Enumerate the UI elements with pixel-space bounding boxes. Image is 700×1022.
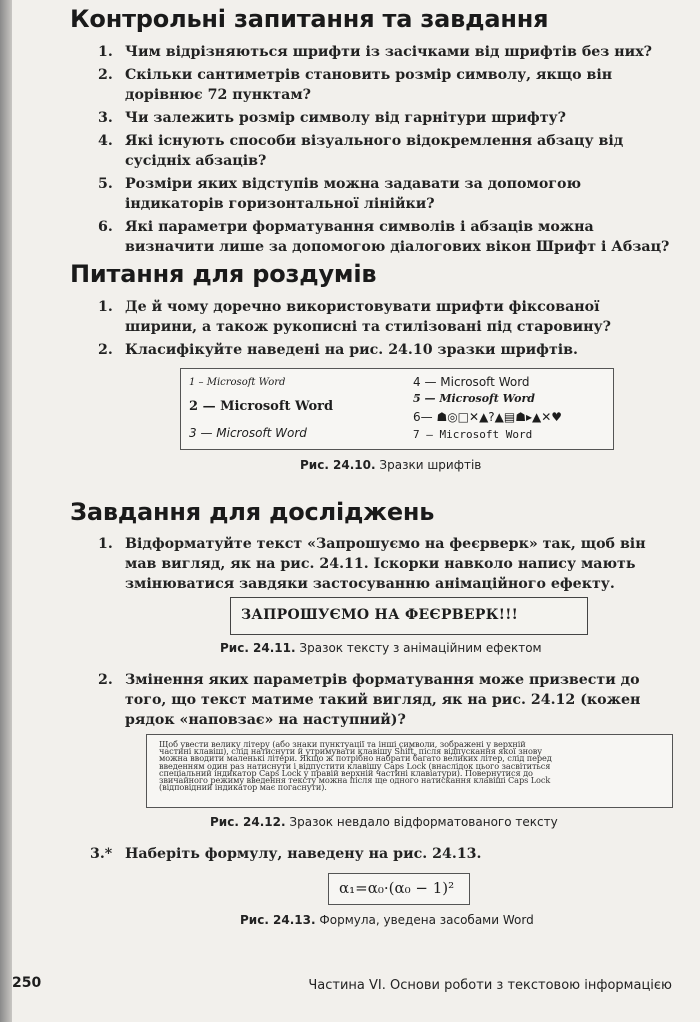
font-sample: 6— ☗◎□✕▲?▲▤☗▸▲✕♥ [413, 410, 563, 424]
list-item: 2. Скільки сантиметрів становить розмір символу, якщо він дорівнює 72 пунктам? [98, 67, 613, 103]
list-item: 2. Класифікуйте наведені на рис. 24.10 зразки шрифтів. [98, 342, 578, 358]
list-item: 3.* Наберіть формулу, наведену на рис. 24.13. [90, 846, 482, 862]
list-research-item-1 [70, 534, 670, 597]
font-sample: 7 – Microsoft Word [413, 428, 533, 441]
list-item: 1. Чим відрізняються шрифти із засічками від шрифтів без них? [98, 44, 652, 60]
figure-bad-format [146, 734, 673, 808]
footer-title: Частина VI. Основи роботи з текстовою інформацією [308, 978, 672, 993]
figure-animated-text [230, 597, 588, 635]
figure-font-samples [180, 368, 614, 450]
bad-format-text [159, 741, 669, 791]
animated-text: ЗАПРОШУЄМО НА ФЕЄРВЕРК!!! [241, 607, 519, 623]
list-item: 6. Які параметри форматування символів і абзаців можна визначити лише за допомогою діалогових вікон Шрифт і Абзац? [98, 219, 670, 255]
list-item: 1. Де й чому доречно використовувати шрифти фіксованої ширини, а також рукописні та стилізовані під старовину? [98, 299, 611, 335]
page-number: 250 [12, 975, 42, 991]
page-edge [0, 0, 12, 1022]
list-control-questions [70, 42, 670, 260]
bad-format-line: звичайного режиму введення тексту можна після ще одного натискання клавіші Caps Lock [159, 775, 551, 786]
list-item: 1. Відформатуйте текст «Запрошуємо на феєрверк» так, щоб він мав вигляд, як на рис. 24.11. Іскорки навколо напису мають змінюватися завдяки застосуванню анімаційного ефекту. [98, 536, 646, 592]
bad-format-line: частині клавіш), слід натиснути й утримувати клавішу Shift, після відпускання якої знову [159, 746, 543, 757]
figure-formula [328, 873, 470, 905]
list-item: 3. Чи залежить розмір символу від гарнітури шрифту? [98, 110, 566, 126]
bad-format-line: Щоб увести велику літеру (або знаки пунктуації та інші символи, зображені у верхній [159, 739, 526, 749]
list-think-questions [70, 297, 670, 363]
heading-research-tasks: Завдання для досліджень [70, 498, 435, 526]
formula: α₁=α₀·(α₀ − 1)² [339, 879, 455, 897]
bad-format-line: (відповідний індикатор має погаснути). [159, 782, 327, 793]
caption-fig-24-12: Рис. 24.12. Зразок невдало відформатованого тексту [210, 815, 558, 829]
list-item: 2. Змінення яких параметрів форматування може призвести до того, що текст матиме такий вигляд, як на рис. 24.12 (кожен рядок «наповзає» на наступний)? [98, 672, 641, 728]
bad-format-line: введенням один раз натиснути і відпустити клавішу Caps Lock (внаслідок цього засвітиться [159, 760, 551, 771]
font-sample: 3 — Microsoft Word [189, 426, 307, 440]
bad-format-line: спеціальний індикатор Caps Lock у правій верхній частині клавіатури). Повернутися до [159, 767, 533, 778]
list-item: 4. Які існують способи візуального відокремлення абзацу від сусідніх абзаців? [98, 133, 624, 169]
heading-control-questions: Контрольні запитання та завдання [70, 5, 549, 33]
font-sample: 1 – Microsoft Word [189, 377, 286, 388]
caption-fig-24-10: Рис. 24.10. Зразки шрифтів [300, 458, 482, 472]
font-sample: 2 — Microsoft Word [189, 399, 334, 414]
font-sample: 5 — Microsoft Word [413, 392, 535, 405]
list-research-item-3 [70, 844, 670, 867]
font-sample: 4 — Microsoft Word [413, 375, 530, 389]
bad-format-line: можна вводити маленькі літери. Якщо ж потрібно набрати багато великих літер, слід перед [159, 753, 552, 764]
list-research-item-2 [70, 670, 670, 733]
list-item: 5. Розміри яких відступів можна задавати за допомогою індикаторів горизонтальної лінійки? [98, 176, 581, 212]
caption-fig-24-13: Рис. 24.13. Формула, уведена засобами Word [240, 913, 534, 927]
caption-fig-24-11: Рис. 24.11. Зразок тексту з анімаційним ефектом [220, 641, 542, 655]
heading-think-questions: Питання для роздумів [70, 260, 377, 288]
